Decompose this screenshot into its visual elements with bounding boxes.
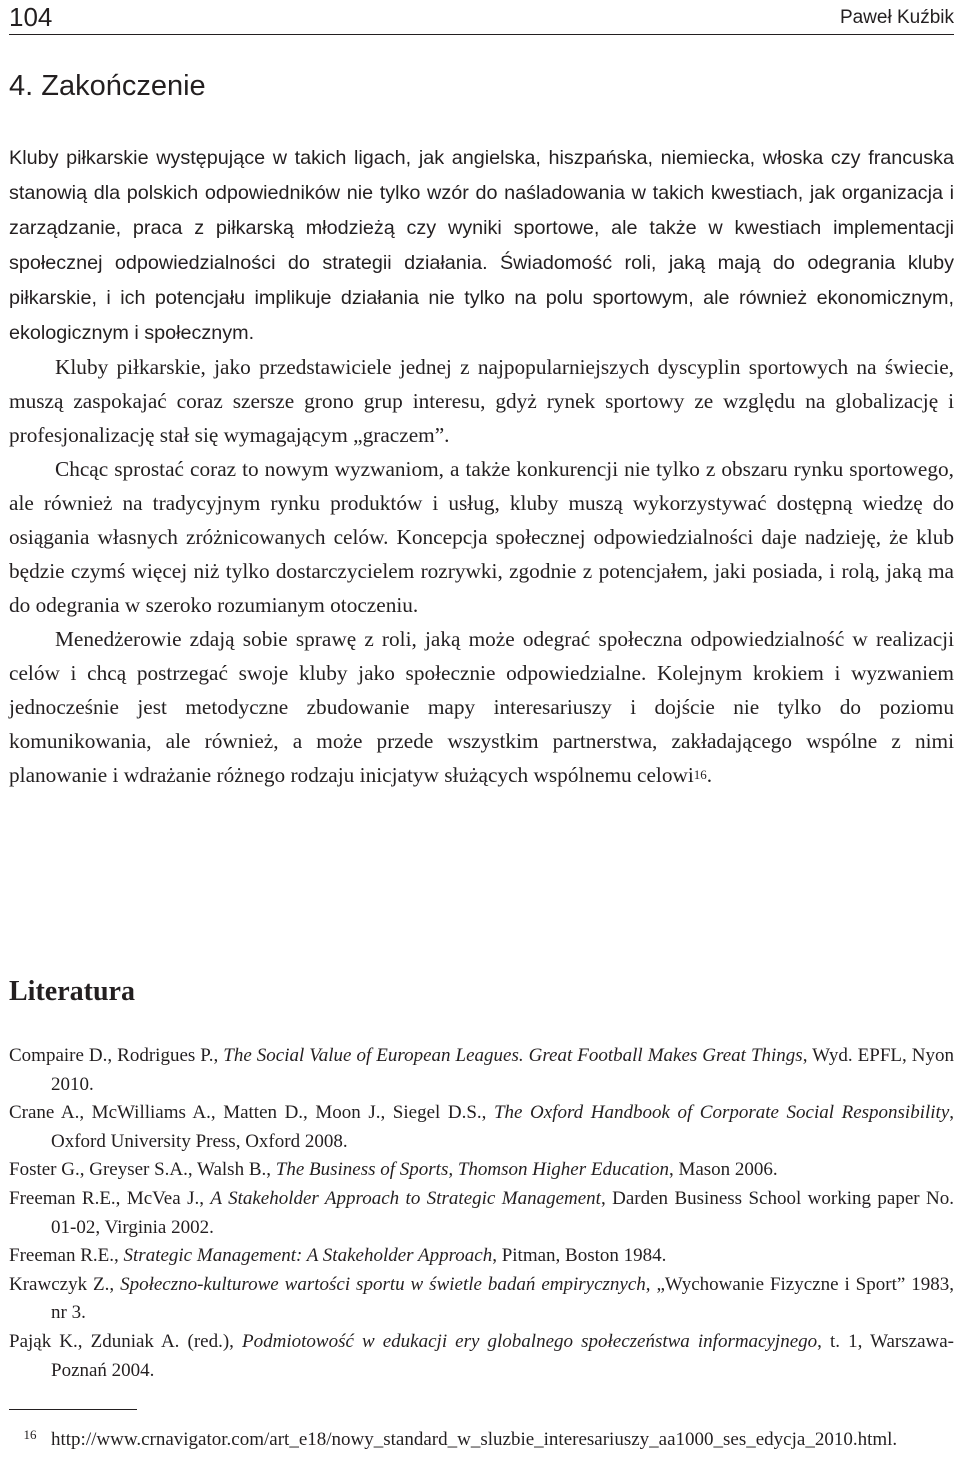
bib-publication: , t. 1, Warszawa-Poznań 2004. bbox=[51, 1330, 954, 1381]
paragraph-1-sentence-a: Kluby piłkarskie występujące w takich ligach, jak angielska, hiszpańska, niemiecka, włoska czy francuska stanowią dla polskich odpowiedników nie tylko wzór do naśladowania w takich kwestiach, jak organizacja i zarządzanie, praca z piłkarską młodzieżą czy wyniki sportowe, ale także w kwestiach implementacji społecznej odpowiedzialności do strategii działania. bbox=[9, 147, 954, 274]
bib-publication: , Darden Business School working paper No. 01-02, Virginia 2002. bbox=[51, 1187, 954, 1238]
bibliography-entry bbox=[9, 1042, 954, 1099]
bib-publication: , Oxford University Press, Oxford 2008. bbox=[51, 1102, 954, 1152]
bib-publication: , „Wychowanie Fizyczne i Sport” 1983, nr 3. bbox=[51, 1273, 954, 1324]
bib-publication: , Pitman, Boston 1984. bbox=[492, 1245, 667, 1267]
bibliography-entry bbox=[9, 1185, 954, 1242]
bib-authors: Pająk K., Zduniak A. (red.), bbox=[9, 1330, 243, 1352]
paragraph-4 bbox=[9, 622, 954, 792]
bib-authors: Foster G., Greyser S.A., Walsh B., bbox=[9, 1159, 276, 1181]
bibliography-entry bbox=[9, 1099, 954, 1156]
bib-authors: Compaire D., Rodrigues P., bbox=[9, 1045, 224, 1066]
bibliography-entry bbox=[9, 1271, 954, 1328]
paragraph-3-sentence-b: Koncepcja społecznej odpowiedzialności daje nadzieję, że klub będzie czymś więcej niż tylko dostarczycielem rozrywki, zgodnie z potencjałem, jaki posiada, i rolą, jaką ma do odegrania w szeroko rozumianym otoczeniu. bbox=[9, 525, 955, 617]
bibliography-entry bbox=[9, 1328, 954, 1385]
bib-title: Podmiotowość w edukacji ery globalnego społeczeństwa informacyjnego bbox=[242, 1330, 818, 1352]
footnote-text[interactable]: http://www.crnavigator.com/art_e18/nowy_standard_w_sluzbie_interesariuszy_aa1000_ses_edycja_2010.html. bbox=[51, 1429, 898, 1450]
footnote-number: 16 bbox=[23, 1427, 37, 1442]
bib-publication: , Wyd. EPFL, Nyon 2010. bbox=[51, 1045, 954, 1095]
bib-title: Strategic Management: A Stakeholder Approach bbox=[123, 1245, 493, 1267]
footnote bbox=[9, 1426, 954, 1456]
paragraph-2: Kluby piłkarskie, jako przedstawiciele jednej z najpopularniejszych dyscyplin sportowych na świecie, muszą zaspokajać coraz szersze grono grup interesu, gdyż rynek sportowy ze względu na globalizację i profesjonalizację stał się wymagającym „graczem”. bbox=[9, 355, 954, 447]
bib-publication: , Mason 2006. bbox=[668, 1159, 778, 1181]
bibliography-entry bbox=[9, 1242, 954, 1271]
bib-authors: Crane A., McWilliams A., Matten D., Moon J., Siegel D.S., bbox=[9, 1102, 494, 1124]
paragraph-1-sentence-b: Świadomość roli, jaką mają do odegrania kluby piłkarskie, i ich potencjału implikuje działania nie tylko na polu sportowym, ale również ekonomicznym, ekologicznym i społecznym. bbox=[9, 252, 954, 344]
bibliography-list bbox=[9, 1042, 954, 1385]
paragraph-4-end: . bbox=[706, 763, 713, 787]
paragraph-3 bbox=[9, 452, 954, 622]
bib-authors: Freeman R.E., McVea J., bbox=[9, 1187, 211, 1209]
bib-title: The Business of Sports, Thomson Higher Education bbox=[275, 1159, 669, 1181]
bib-title: Społeczno-kulturowe wartości sportu w świetle badań empirycznych bbox=[120, 1273, 646, 1295]
paragraph-1 bbox=[9, 140, 954, 350]
bib-authors: Krawczyk Z., bbox=[9, 1273, 121, 1295]
bibliography-entry bbox=[9, 1156, 954, 1185]
bib-authors: Freeman R.E., bbox=[9, 1245, 124, 1267]
body-text bbox=[9, 140, 954, 792]
bib-title: The Social Value of European Leagues. Great Football Makes Great Things bbox=[223, 1045, 803, 1066]
page-header bbox=[9, 2, 954, 35]
literature-heading: Literatura bbox=[9, 976, 135, 1007]
footnote-divider bbox=[9, 1409, 137, 1410]
section-title: 4. Zakończenie bbox=[9, 70, 206, 102]
bib-title: The Oxford Handbook of Corporate Social Responsibility bbox=[493, 1102, 950, 1124]
running-head: Paweł Kuźbik bbox=[839, 7, 954, 28]
page-number: 104 bbox=[9, 2, 53, 32]
paragraph-3-sentence-a: Chcąc sprostać coraz to nowym wyzwaniom, a także konkurencji nie tylko z obszaru rynku sportowego, ale również na tradycyjnym rynku produktów i usług, kluby muszą wykorzystywać dostępną wiedzę do osiągania własnych zróżnicowanych celów. bbox=[9, 457, 954, 549]
bib-title: A Stakeholder Approach to Strategic Management bbox=[210, 1187, 601, 1209]
footnote-reference[interactable]: 16 bbox=[693, 767, 707, 782]
paragraph-4-text: Menedżerowie zdają sobie sprawę z roli, jaką może odegrać społeczna odpowiedzialność w realizacji celów i chcą postrzegać swoje kluby jako społecznie odpowiedzialne. Kolejnym krokiem i wyzwaniem jednocześnie jest metodyczne zbudowanie mapy interesariuszy i dojście nie tylko do poziomu komunikowania, ale również, a może przede wszystkim partnerstwa, zakładającego wspólne z nimi planowanie i wdrażanie różnego rodzaju inicjatyw służących wspólnemu celowi bbox=[9, 627, 954, 787]
